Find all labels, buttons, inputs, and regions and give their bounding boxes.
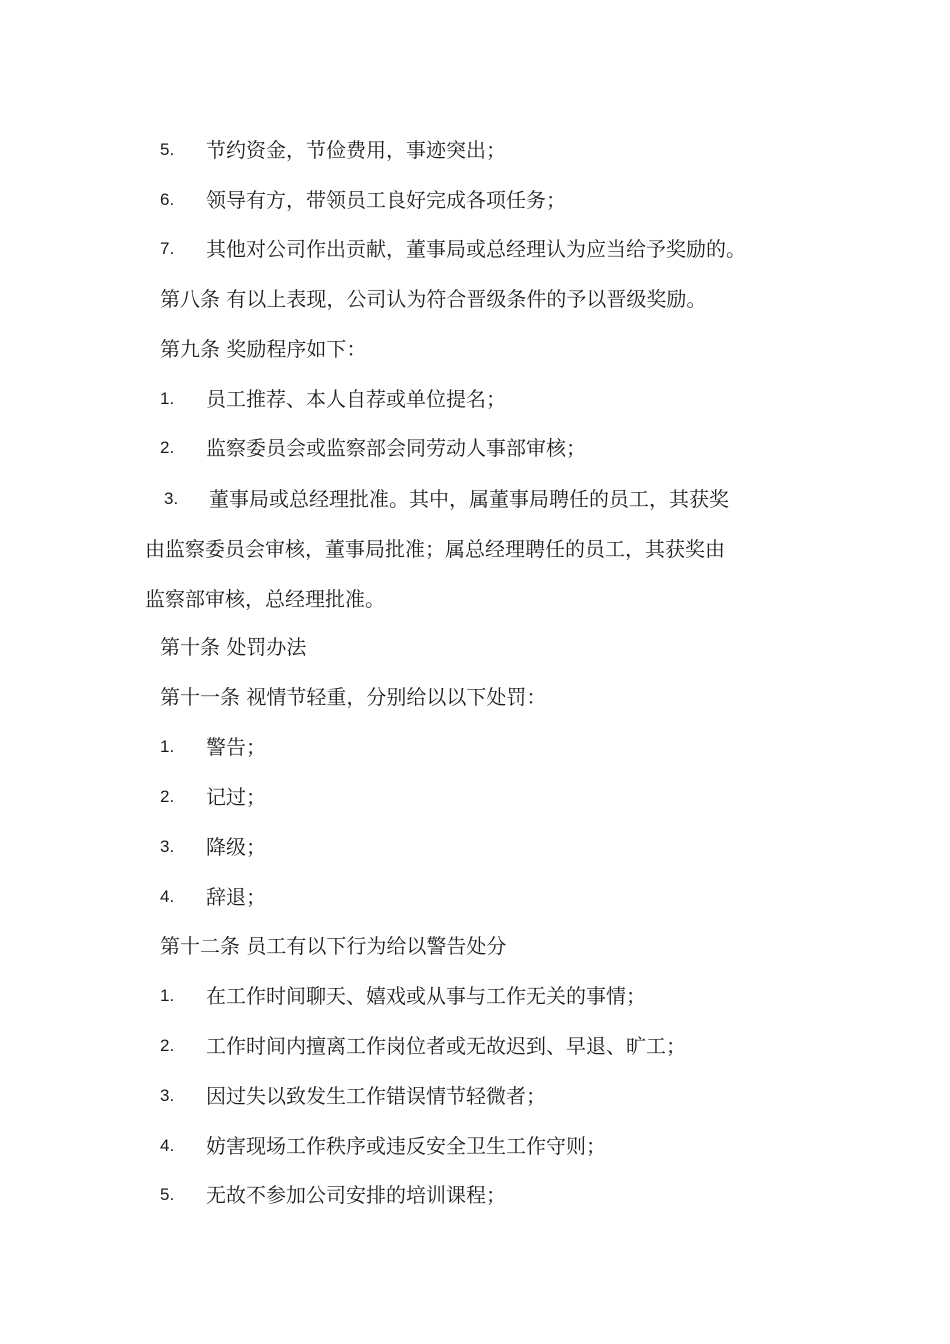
list-number: 5. bbox=[160, 1185, 175, 1204]
list-item-text: 妨害现场工作秩序或违反安全卫生工作守则； bbox=[206, 1134, 606, 1158]
article-text: 第十条 处罚办法 bbox=[160, 635, 307, 659]
list-item-text: 节约资金，节俭费用，事迹突出； bbox=[206, 138, 506, 162]
list-item-text: 无故不参加公司安排的培训课程； bbox=[206, 1183, 506, 1207]
list-number: 6. bbox=[160, 190, 175, 209]
list-number: 3. bbox=[164, 489, 179, 508]
list-item-text: 员工推荐、本人自荐或单位提名； bbox=[206, 387, 506, 411]
list-item-text: 监察委员会或监察部会同劳动人事部审核； bbox=[206, 436, 586, 460]
list-item-text: 记过； bbox=[206, 785, 266, 809]
list-item-text: 辞退； bbox=[206, 885, 266, 909]
list-number: 2. bbox=[160, 1036, 175, 1055]
paragraph-text: 监察部审核，总经理批准。 bbox=[145, 587, 385, 611]
list-number: 5. bbox=[160, 140, 175, 159]
list-item-text: 因过失以致发生工作错误情节轻微者； bbox=[206, 1084, 546, 1108]
list-number: 4. bbox=[160, 887, 175, 906]
list-number: 4. bbox=[160, 1136, 175, 1155]
list-number: 1. bbox=[160, 737, 175, 756]
list-item-text: 其他对公司作出贡献，董事局或总经理认为应当给予奖励的。 bbox=[206, 237, 746, 261]
list-item-text: 在工作时间聊天、嬉戏或从事与工作无关的事情； bbox=[206, 984, 646, 1008]
list-item-text: 降级； bbox=[206, 835, 266, 859]
list-item-text: 工作时间内擅离工作岗位者或无故迟到、早退、旷工； bbox=[206, 1034, 686, 1058]
article-text: 第八条 有以上表现，公司认为符合晋级条件的予以晋级奖励。 bbox=[160, 287, 707, 311]
list-number: 7. bbox=[160, 239, 175, 258]
list-number: 1. bbox=[160, 986, 175, 1005]
list-number: 3. bbox=[160, 837, 175, 856]
list-number: 2. bbox=[160, 438, 175, 457]
list-number: 3. bbox=[160, 1086, 175, 1105]
article-text: 第十一条 视情节轻重，分别给以以下处罚： bbox=[160, 685, 547, 709]
list-number: 1. bbox=[160, 389, 175, 408]
list-item-text: 领导有方，带领员工良好完成各项任务； bbox=[206, 188, 566, 212]
article-text: 第九条 奖励程序如下： bbox=[160, 337, 367, 361]
article-text: 第十二条 员工有以下行为给以警告处分 bbox=[160, 934, 507, 958]
paragraph-text: 由监察委员会审核，董事局批准；属总经理聘任的员工，其获奖由 bbox=[145, 537, 725, 561]
list-item-text: 警告； bbox=[206, 735, 266, 759]
list-item-text: 董事局或总经理批准。其中，属董事局聘任的员工，其获奖 bbox=[209, 487, 729, 511]
list-number: 2. bbox=[160, 787, 175, 806]
